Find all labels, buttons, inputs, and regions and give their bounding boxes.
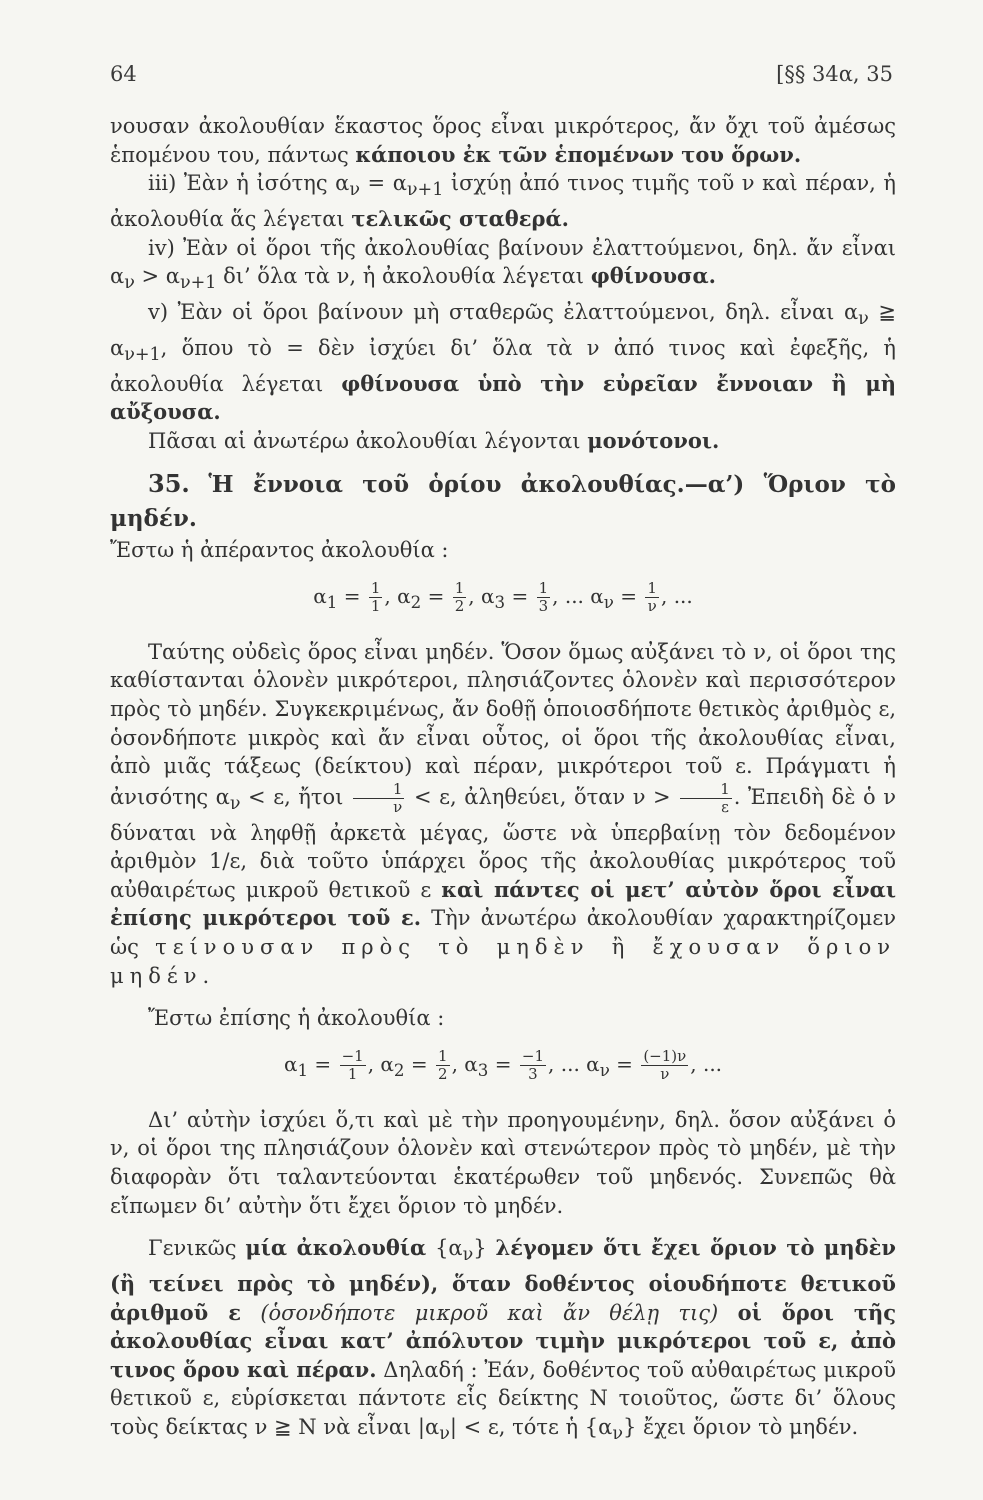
definition-iii: iii) Ἐὰν ἡ ἰσότης $\alpha_\nu = \alpha_{\nu+1}$ ἰσχύῃ ἀπό τινος τιμῆς τοῦ ν καὶ πέραν, ἡ ἀκολουθία ἅς λέγεται τελικῶς σταθερά. [110,171,896,231]
paragraph-continuation: νουσαν ἀκολουθίαν ἕκαστος ὅρος εἶναι μικρότερος, ἄν ὄχι τοῦ ἀμέσως ἑπομένου του, πάντως κάποιου ἐκ τῶν ἑπομένων του ὅρων. [110,114,896,167]
sequence-formula-2: $\alpha_1$ = $\frac{-1}{1}$ , $\alpha_2$ = $\frac{1}{2}$ , $\alpha_3$ = $\frac{-1}{3}$ , ... $\alpha_\nu$ = $\frac{(-1)\nu}{\nu}$ , ... [283,1046,723,1083]
page-header [110,62,893,92]
sequence-formula-1: $\alpha_1$ = $\frac{1}{1}$ , $\alpha_2$ = $\frac{1}{2}$ , $\alpha_3$ = $\frac{1}{3}$ , ... $\alpha_\nu$ = $\frac{1}{\nu}$ , ... [313,578,693,615]
definition-iv: iv) Ἐὰν οἱ ὅροι τῆς ἀκολουθίας βαίνουν ἐλαττούμενοι, δηλ. ἄν εἶναι $\alpha_\nu > \alpha_{\nu+1}$ δι’ ὅλα τὰ ν, ἡ ἀκολουθία λέγεται φθίνουσα. [110,235,896,294]
section-reference: [§§ 34α, 35 [776,62,893,86]
sequence-intro: Ἔστω ἡ ἀπέραντος ἀκολουθία : [110,538,449,563]
general-definition: Γενικῶς μία ἀκολουθία $\{\alpha_\nu\}$ λέγομεν ὅτι ἔχει ὅριον τὸ μηδὲν (ἢ τείνει πρὸς τὸ μηδέν), ὅταν δοθέντος οἱουδήποτε θετικοῦ ἀριθμοῦ ε (ὁσονδήποτε μικροῦ καὶ ἄν θέλῃ τις) οἱ ὅροι τῆς ἀκολουθίας εἶναι κατ’ ἀπόλυτον τιμὴν μικρότεροι τοῦ ε, ἀπὸ τινος ὅρου καὶ πέραν. Δηλαδή : Ἐάν, δοθέντος τοῦ αὐθαιρέτως μικροῦ θετικοῦ ε, εὑρίσκεται πάντοτε εἷς δείκτης N τοιοῦτος, ὥστε δι’ ὅλους τοὺς δείκτας ν ≧ N νὰ εἶναι $|\alpha_\nu| < \varepsilon$, τότε ἡ $\{\alpha_\nu\}$ ἔχει ὅριον τὸ μηδέν. [110,1235,897,1445]
section-heading: 35. Ἡ ἔννοια τοῦ ὁρίου ἀκολουθίας.—α’) Ὅριον τὸ μηδέν. [110,469,897,533]
monotonic-summary: Πᾶσαι αἱ ἀνωτέρω ἀκολουθίαι λέγονται μονότονοι. [148,427,720,453]
oscillation-paragraph: Δι’ αὐτὴν ἰσχύει ὅ,τι καὶ μὲ τὴν προηγουμένην, δηλ. ὅσον αὐξάνει ὁ ν, οἱ ὅροι της πλησιάζουν ὁλονὲν καὶ στενώτερον πρὸς τὸ μηδέν, μὲ τὴν διαφορὰν ὅτι ταλαντεύονται ἑκατέρωθεν τοῦ μηδενός. Συνεπῶς θὰ εἴπωμεν δι’ αὐτὴν ὅτι ἔχει ὅριον τὸ μηδέν. [110,1107,896,1218]
explanation-paragraph: Ταύτης οὐδεὶς ὅρος εἶναι μηδέν. Ὅσον ὅμως αὐξάνει τὸ ν, οἱ ὅροι της καθίστανται ὁλονὲν μικρότεροι, πλησιάζοντες ὁλονὲν καὶ περισσότερον πρὸς τὸ μηδέν. Συγκεκριμένως, ἄν δοθῇ ὁποιοσδήποτε θετικὸς ἀριθμὸς ε, ὁσονδήποτε μικρὸς καὶ ἄν εἶναι οὗτος, οἱ ὅροι τῆς ἀκολουθίας εἶναι, ἀπὸ μιᾶς τάξεως (δείκτου) καὶ πέραν, μικρότεροι τοῦ ε. Πράγματι ἡ ἀνισότης $\alpha_\nu < \varepsilon$, ἤτοι $\frac{1}{\nu}$ < ε, ἀληθεύει, ὅταν ν > $\frac{1}{\varepsilon}$ . Ἐπειδὴ δὲ ὁ ν δύναται νὰ ληφθῇ ἀρκετὰ μέγας, ὥστε νὰ ὑπερβαίνῃ τὸν δεδομένον ἀριθμὸν 1/ε, διὰ τοῦτο ὑπάρχει ὅρος τῆς ἀκολουθίας μικρότερος τοῦ αὐθαιρέτως μικροῦ θετικοῦ ε καὶ πάντες οἱ μετ’ αὐτὸν ὅροι εἶναι ἐπίσης μικρότεροι τοῦ ε. Τὴν ἀνωτέρω ἀκολουθίαν χαρακτηρίζομεν ὡς τείνουσαν πρὸς τὸ μηδὲν ἢ ἔχουσαν ὅριον μηδέν. [110,639,897,988]
page-number: 64 [110,62,137,86]
sequence-intro-2: Ἔστω ἐπίσης ἡ ἀκολουθία : [148,1006,445,1031]
definition-v: v) Ἐὰν οἱ ὅροι βαίνουν μὴ σταθερῶς ἐλαττούμενοι, δηλ. εἶναι $\alpha_\nu$ ≧ $\alpha_{\nu+1}$, ὅπου τὸ = δὲν ἰσχύει δι’ ὅλα τὰ ν ἀπό τινος καὶ ἐφεξῆς, ἡ ἀκολουθία λέγεται φθίνουσα ὑπὸ τὴν εὐρεῖαν ἔννοιαν ἢ μὴ αὔξουσα. [110,299,897,425]
page-body [110,112,896,1449]
